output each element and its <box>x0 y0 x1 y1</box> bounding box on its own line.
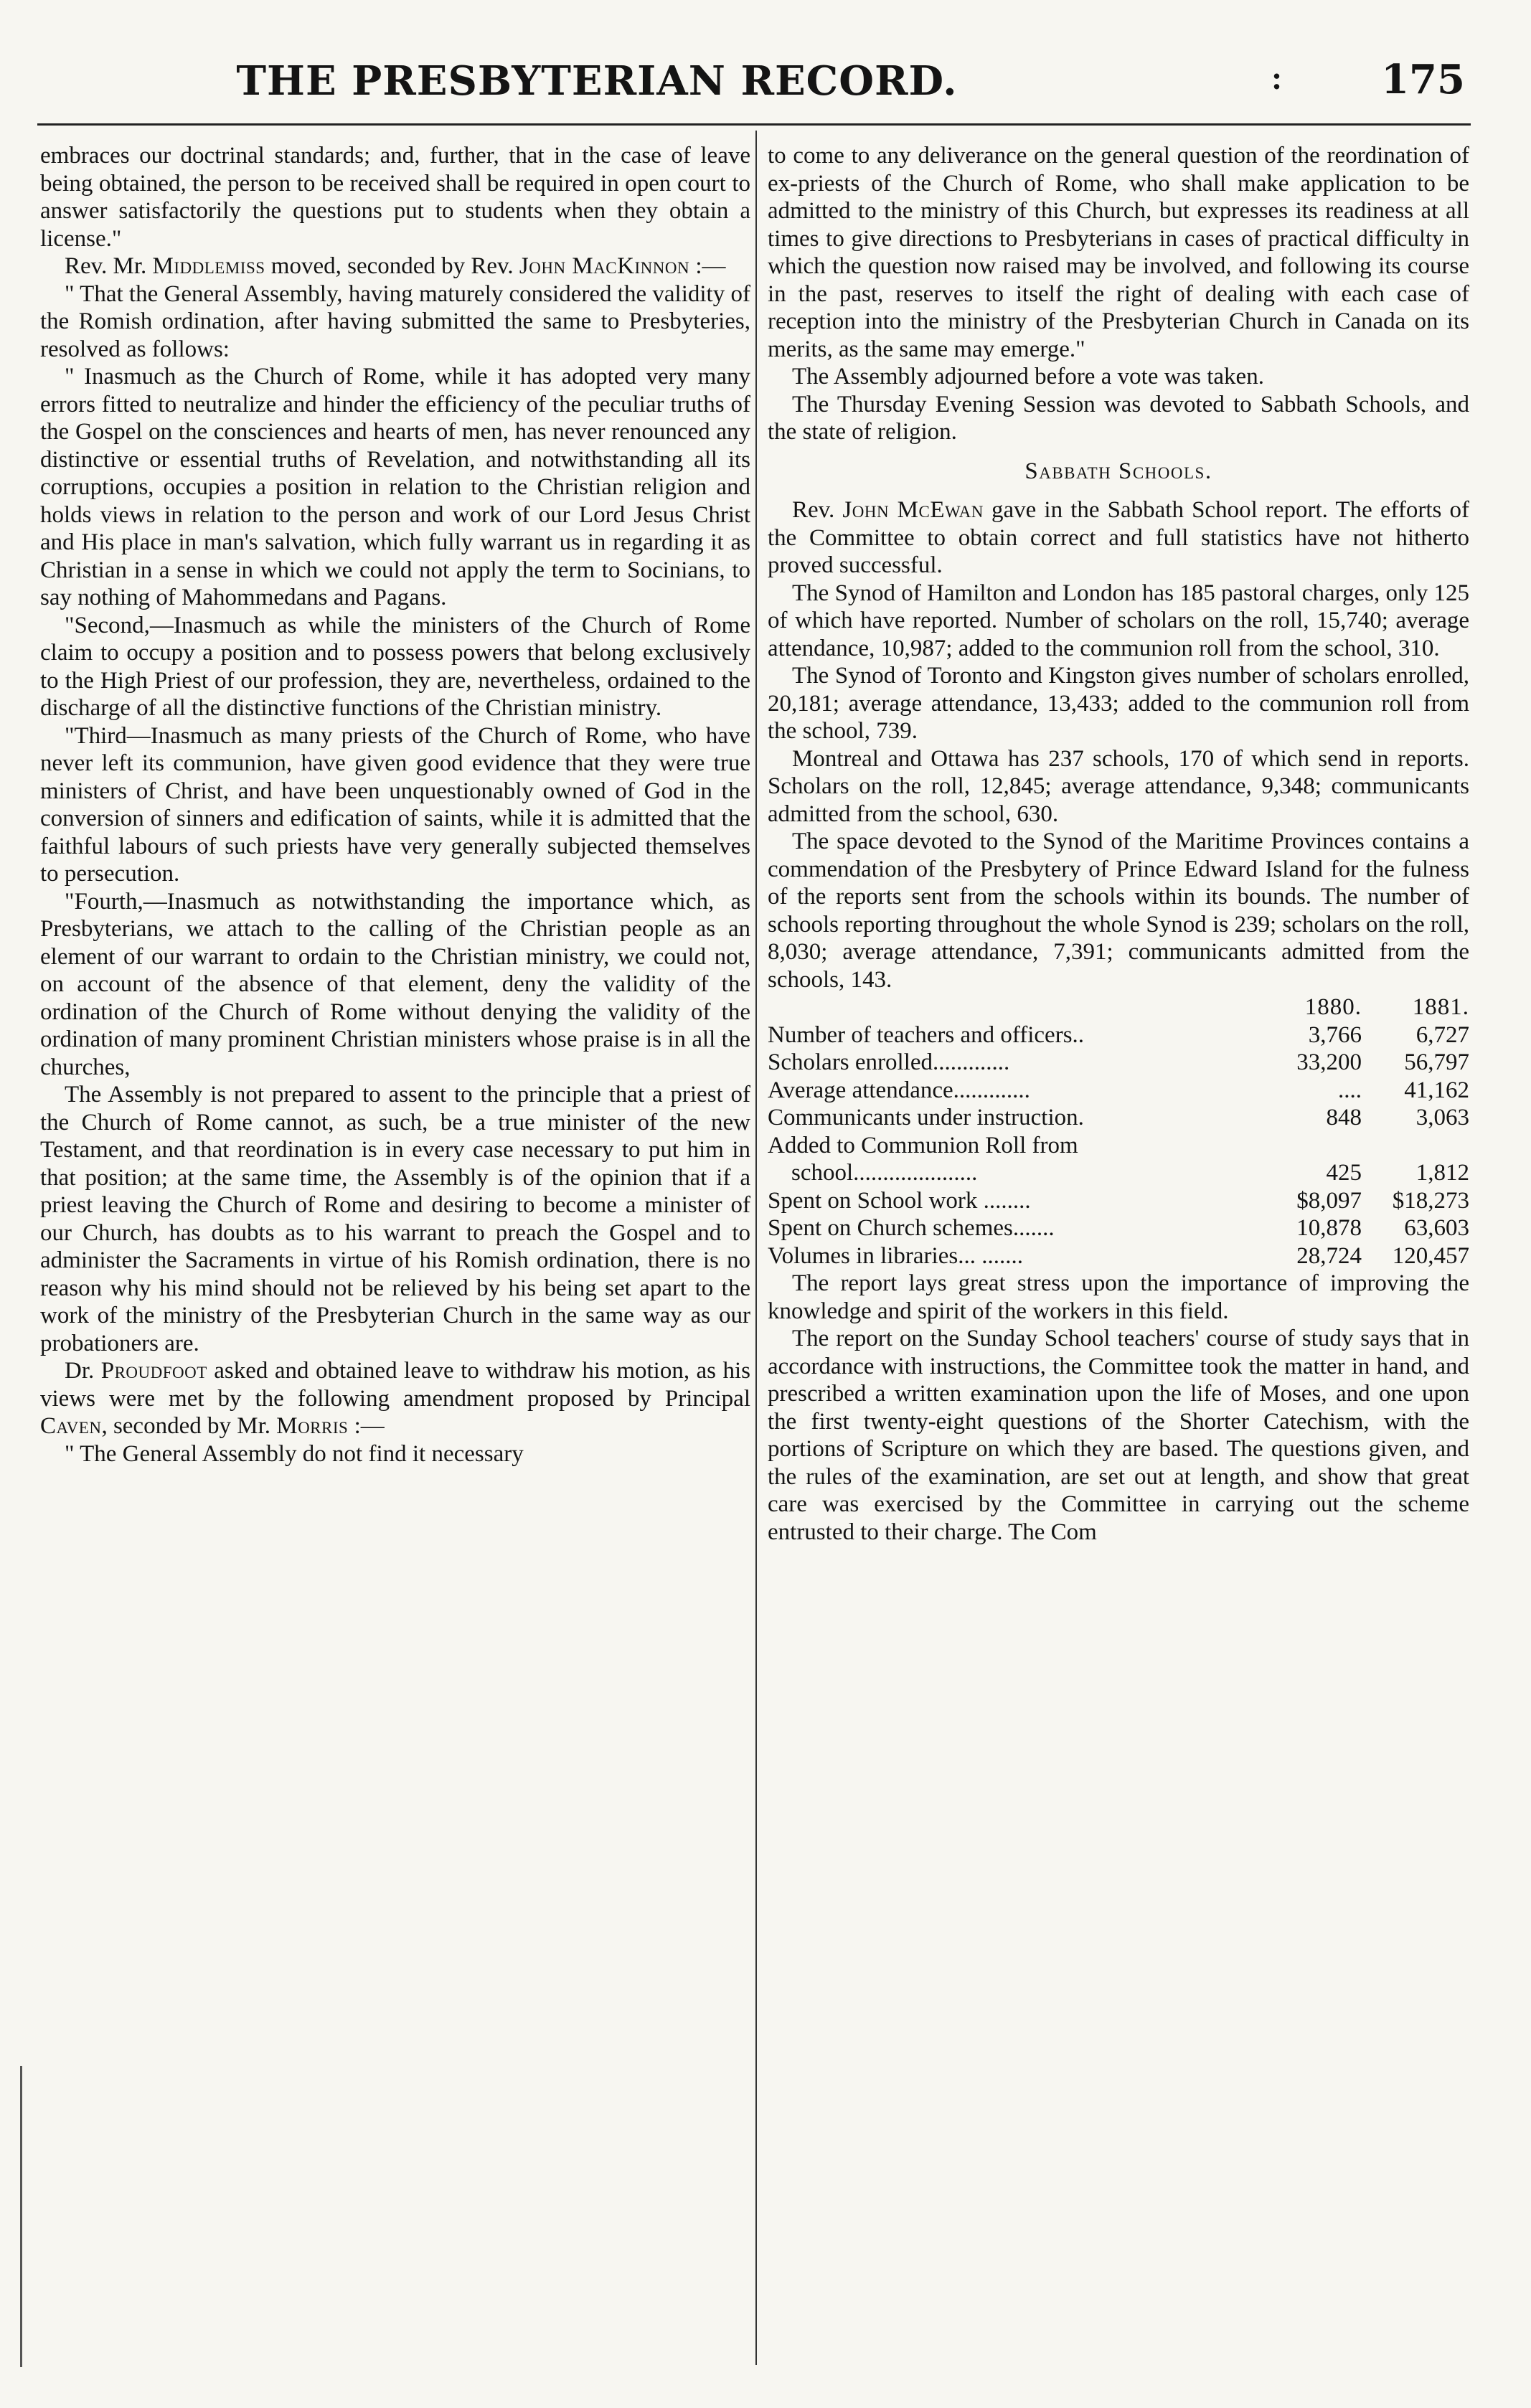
person-name: John MacKinnon <box>519 253 690 279</box>
paragraph: embraces our doctrinal standards; and, further, that in the case of leave being obtained, the person to be received shall be required in open court to answer satisfactorily the questions put to students when they obtain a license." <box>40 143 750 252</box>
paragraph: "Second,—Inasmuch as while the ministers of the Church of Rome claim to occupy a position and to possess powers that belong exclusively to the High Priest of our profession, they are, nevertheless, ordained to the discharge of all the distinctive functions of the Christian ministry. <box>40 612 750 721</box>
statistics-value-1880: 848 <box>1326 1105 1362 1130</box>
statistics-value-1881: 120,457 <box>1392 1242 1469 1269</box>
statistics-row-label: Added to Communion Roll from <box>768 1132 1078 1158</box>
paragraph: The space devoted to the Synod of the Maritime Provinces contains a commendation of the Presbytery of Prince Edward Island for the fulness of the reports sent from the schools within its bounds. The number of schools reporting throughout the whole Synod is 239; scholars on the roll, 8,030; average attendance, 7,391; communicants admitted from the schools, 143. <box>768 828 1469 993</box>
statistics-row <box>768 1187 1469 1215</box>
right-column <box>768 142 1469 1546</box>
statistics-value-1881: 1,812 <box>1415 1160 1469 1186</box>
statistics-row <box>768 1214 1469 1242</box>
paragraph: The report lays great stress upon the importance of improving the knowledge and spirit of the workers in this field. <box>768 1270 1469 1324</box>
statistics-value-1881: 41,162 <box>1404 1077 1469 1103</box>
statistics-row <box>768 1104 1469 1132</box>
paragraph: The Assembly is not prepared to assent to the principle that a priest of the Church of Rome cannot, as such, be a true minister of the new Testament, and that reordination is in every case necessary to put him in that position; at the same time, the Assembly is of the opinion that if a priest leaving the Church of Rome and desiring to become a minister of our Church, has doubts as to his warrant to preach the Gospel and to administer the Sacraments in virtue of his Romish ordination, there is no reason why his mind should not be relieved by his being set apart to the work of the ministry of the Presbyterian Church in the same way as our probationers are. <box>40 1082 750 1356</box>
statistics-table <box>768 993 1469 1270</box>
paragraph: Montreal and Ottawa has 237 schools, 170 of which send in reports. Scholars on the roll, 12,845; average attendance, 9,348; communicants admitted from the school, 630. <box>768 745 1469 827</box>
statistics-row <box>768 1049 1469 1077</box>
person-name: Morris <box>276 1413 349 1439</box>
column-header-1880: 1880. <box>1304 994 1362 1020</box>
person-name: John McEwan <box>842 497 984 523</box>
person-name: Middlemiss <box>152 253 265 279</box>
statistics-row-label: Spent on Church schemes....... <box>768 1215 1055 1241</box>
paragraph: Rev. John McEwan gave in the Sabbath School report. The efforts of the Committee to obtain correct and full statistics have not hitherto proved successful. <box>768 497 1469 578</box>
scan-edge-line <box>20 2066 22 2367</box>
paragraph: Rev. Mr. Middlemiss moved, seconded by Rev. John MacKinnon :— <box>65 253 726 279</box>
header-rule <box>37 123 1471 126</box>
statistics-row <box>768 1132 1469 1160</box>
statistics-row <box>768 1242 1469 1270</box>
statistics-row-label: school..................... <box>768 1160 978 1186</box>
statistics-row-label: Average attendance............. <box>768 1077 1030 1103</box>
statistics-value-1881: 6,727 <box>1415 1021 1469 1048</box>
statistics-value-1881: 3,063 <box>1415 1105 1469 1130</box>
paragraph: Dr. Proudfoot asked and obtained leave to withdraw his motion, as his views were met by the following amendment proposed by Principal Caven, seconded by Mr. Morris :— <box>40 1358 750 1439</box>
left-column <box>40 142 750 1468</box>
running-title: THE PRESBYTERIAN RECORD. <box>236 57 958 105</box>
statistics-row-label: Scholars enrolled............. <box>768 1049 1010 1075</box>
paragraph: " Inasmuch as the Church of Rome, while it has adopted very many errors fitted to neutralize and hinder the efficiency of the peculiar truths of the Gospel on the consciences and hearts of men, has never renounced any distinctive or essential truths of Revelation, and notwithstanding all its corruptions, occupies a position in relation to the Christian religion and holds views in relation to the person and work of our Lord Jesus Christ and His place in man's salvation, which fully warrant us in regarding it as Christian in a sense in which we could not apply the term to Socinians, to say nothing of Mahommedans and Pagans. <box>40 364 750 610</box>
paragraph: The Assembly adjourned before a vote was taken. <box>792 364 1264 389</box>
paragraph: The Thursday Evening Session was devoted to Sabbath Schools, and the state of religion. <box>768 391 1469 445</box>
person-name: Proudfoot <box>100 1358 207 1384</box>
statistics-value-1880: 3,766 <box>1308 1021 1362 1048</box>
statistics-row <box>768 1159 1469 1187</box>
paragraph: to come to any deliverance on the general question of the reordination of ex-priests of the Church of Rome, who shall make application to be admitted to the ministry of this Church, but expresses its readiness at all times to give directions to Presbyterians in cases of practical difficulty in which the question now raised may be involved, and following its course in the past, reserves to itself the right of dealing with each case of reception into the ministry of the Presbyterian Church in Canada on its merits, as the same may emerge." <box>768 143 1469 362</box>
statistics-row-label: Number of teachers and officers.. <box>768 1021 1085 1048</box>
statistics-value-1881: 63,603 <box>1404 1215 1469 1241</box>
statistics-value-1880: .... <box>1338 1077 1362 1103</box>
header-separator: : <box>1271 60 1283 96</box>
statistics-row <box>768 1077 1469 1105</box>
paragraph: " The General Assembly do not find it necessary <box>65 1440 524 1467</box>
paragraph: "Fourth,—Inasmuch as notwithstanding the importance which, as Presbyterians, we attach to the calling of the Christian people as an element of our warrant to ordain to the Christian ministry, we could not, on account of the absence of that element, deny the validity of the ordination of the Church of Rome without denying the validity of the ordination of many prominent Christian ministers whose praise is in all the churches, <box>40 888 750 1080</box>
section-heading: Sabbath Schools. <box>1024 458 1212 484</box>
page-number: 175 <box>1381 56 1465 103</box>
column-divider <box>755 131 757 2365</box>
statistics-row-label: Spent on School work ........ <box>768 1187 1031 1214</box>
paragraph: The Synod of Hamilton and London has 185 pastoral charges, only 125 of which have reported. Number of scholars on the roll, 15,740; average attendance, 10,987; added to the communion roll from the school, 310. <box>768 580 1469 661</box>
statistics-value-1881: $18,273 <box>1392 1187 1469 1214</box>
paragraph: The report on the Sunday School teachers' course of study says that in accordance with instructions, the Committee took the matter in hand, and prescribed a written examination upon the life of Moses, and one upon the first twenty-eight questions of the Shorter Catechism, with the portions of Scripture on which they are based. The questions given, and the rules of the examination, are set out at length, and show that great care was exercised by the Committee in carrying out the scheme entrusted to their charge. The Com <box>768 1326 1469 1545</box>
statistics-value-1880: $8,097 <box>1296 1187 1362 1214</box>
paragraph: " That the General Assembly, having maturely considered the validity of the Romish ordination, after having submitted the same to Presbyteries, resolved as follows: <box>40 280 750 362</box>
statistics-value-1880: 425 <box>1326 1160 1362 1186</box>
paragraph: "Third—Inasmuch as many priests of the Church of Rome, who have never left its communion, have given good evidence that they were true ministers of Christ, and have been unquestionably owned of God in the conversion of sinners and edification of saints, while it is admitted that the faithful labours of such priests have very generally subjected themselves to persecution. <box>40 722 750 887</box>
statistics-value-1880: 28,724 <box>1296 1242 1362 1269</box>
page-header <box>37 56 1471 115</box>
statistics-row-label: Communicants under instruction. <box>768 1105 1084 1130</box>
statistics-value-1881: 56,797 <box>1404 1049 1469 1075</box>
statistics-header-row <box>768 993 1469 1021</box>
column-header-1881: 1881. <box>1412 994 1469 1020</box>
paragraph: The Synod of Toronto and Kingston gives number of scholars enrolled, 20,181; average attendance, 13,433; added to the communion roll from the school, 739. <box>768 663 1469 744</box>
statistics-row <box>768 1021 1469 1049</box>
statistics-value-1880: 10,878 <box>1296 1215 1362 1241</box>
person-name: Caven <box>40 1413 102 1439</box>
statistics-value-1880: 33,200 <box>1296 1049 1362 1075</box>
statistics-row-label: Volumes in libraries... ....... <box>768 1242 1023 1269</box>
